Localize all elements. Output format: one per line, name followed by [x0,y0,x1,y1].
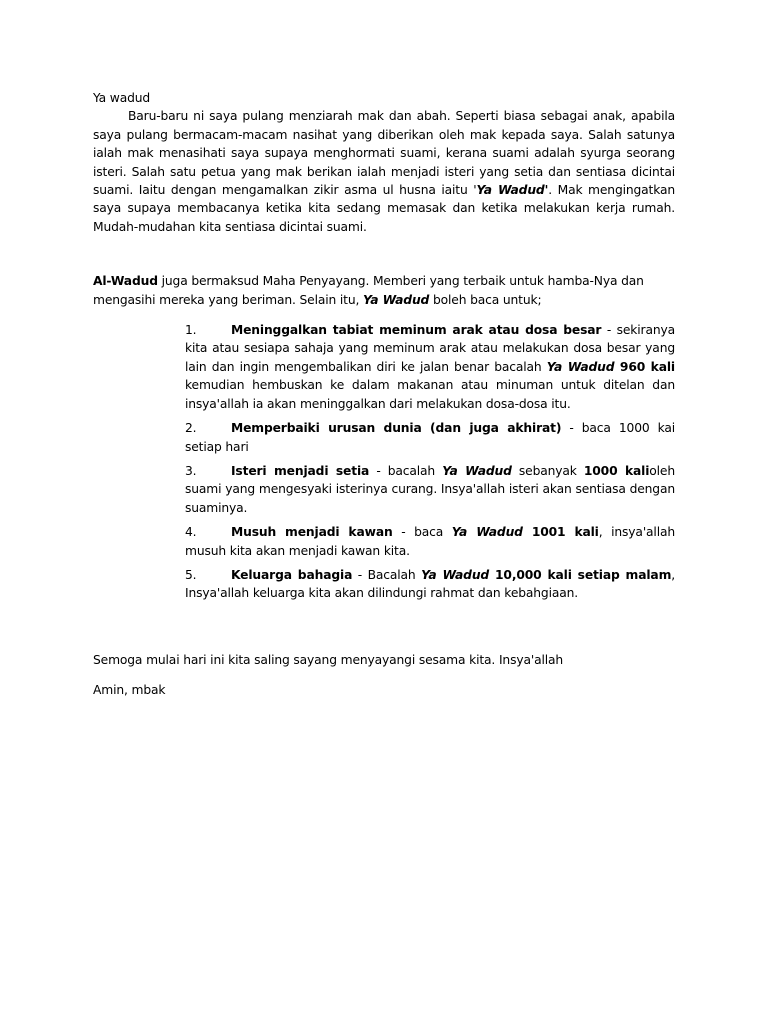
al-wadud-text-b: juga bermaksud Maha Penyayang. Memberi yang terbaik untuk hamba-Nya dan mengasihi mereka yang beriman. Selain itu, [93,274,644,307]
list-item-ya-wadud: Ya Wadud [421,567,490,582]
list-item-text: - bacalah [369,463,443,478]
benefits-list [93,321,675,603]
al-wadud-paragraph [93,272,675,309]
list-item-number: 3. [185,463,197,478]
list-item-heading: Keluarga bahagia [231,567,353,582]
signature-line: Amin, mbak [93,683,166,698]
list-item-count: 10,000 kali setiap malam [489,567,672,582]
list-item-heading: Meninggalkan tabiat meminum arak atau dosa besar [231,323,602,338]
closing-line: Semoga mulai hari ini kita saling sayang menyayangi sesama kita. Insya'allah [93,652,564,667]
list-item-ya-wadud: Ya Wadud [451,525,523,540]
list-item [185,523,675,560]
list-item-ya-wadud: Ya Wadud [442,463,512,478]
list-item-count: 1001 kali [522,525,599,540]
list-item-text: - baca 1000 kai setiap hari [185,421,675,454]
list-item-number: 1. [185,323,197,338]
list-item-text: - baca [392,525,452,540]
al-wadud-term: Al-Wadud [93,274,158,289]
list-item-text: oleh suami yang mengesyaki isterinya curang. Insya'allah isteri akan sentiasa dengan suaminya. [185,463,675,515]
list-item [185,419,675,456]
list-item [185,462,675,517]
intro-ya-wadud: Ya Wadud' [476,183,549,198]
list-item-number: 5. [185,567,197,582]
list-item-count: 1000 kali [583,463,650,478]
list-item-text: - sekiranya kita atau sesiapa sahaja yang meminum arak atau melakukan dosa besar yang lain dan ingin mengembalikan diri ke jalan benar bacalah [185,323,675,374]
list-item [185,321,675,413]
list-item-number: 4. [185,525,197,540]
intro-text-c: . Mak mengingatkan saya supaya membacanya ketika kita sedang memasak dan ketika melakukan kerja rumah. Mudah-mudahan kita sentiasa dicintai suami. [93,183,676,234]
list-item-text: - Bacalah [352,567,422,582]
list-item-heading: Musuh menjadi kawan [231,525,393,540]
list-item [185,566,675,603]
document-title: Ya wadud [93,91,151,105]
document-page [93,89,675,700]
list-item-ya-wadud: Ya Wadud [546,359,615,374]
list-item-text: , Insya'allah keluarga kita akan dilindungi rahmat dan kebahgiaan. [185,567,676,601]
list-item-text: kemudian hembuskan ke dalam makanan atau minuman untuk ditelan dan insya'allah ia akan meninggalkan dari melakukan dosa-dosa itu. [185,378,675,411]
intro-text-a: Baru-baru ni saya pulang menziarah mak dan abah. Seperti biasa sebagai anak, apabila saya pulang bermacam-macam nasihat yang diberikan oleh mak kepada saya. Salah satunya ialah mak menasihati saya supaya menghormati suami, kerana suami adalah syurga seorang isteri. Salah satu petua yang mak berikan ialah menjadi isteri yang setia dan sentiasa dicintai suami. Iaitu dengan mengamalkan zikir asma ul husna iaitu ' [93,109,675,198]
list-item-count: 960 kali [614,359,675,374]
al-wadud-text-d: boleh baca untuk; [429,292,542,307]
intro-paragraph [93,107,675,236]
list-item-heading: Memperbaiki urusan dunia (dan juga akhirat) [231,421,562,436]
list-item-text: sebanyak [511,463,584,478]
list-item-text: , insya'allah musuh kita akan menjadi kawan kita. [185,525,675,558]
list-item-number: 2. [185,421,197,436]
list-item-heading: Isteri menjadi setia [231,463,370,478]
al-wadud-ya-wadud: Ya Wadud [363,292,430,307]
